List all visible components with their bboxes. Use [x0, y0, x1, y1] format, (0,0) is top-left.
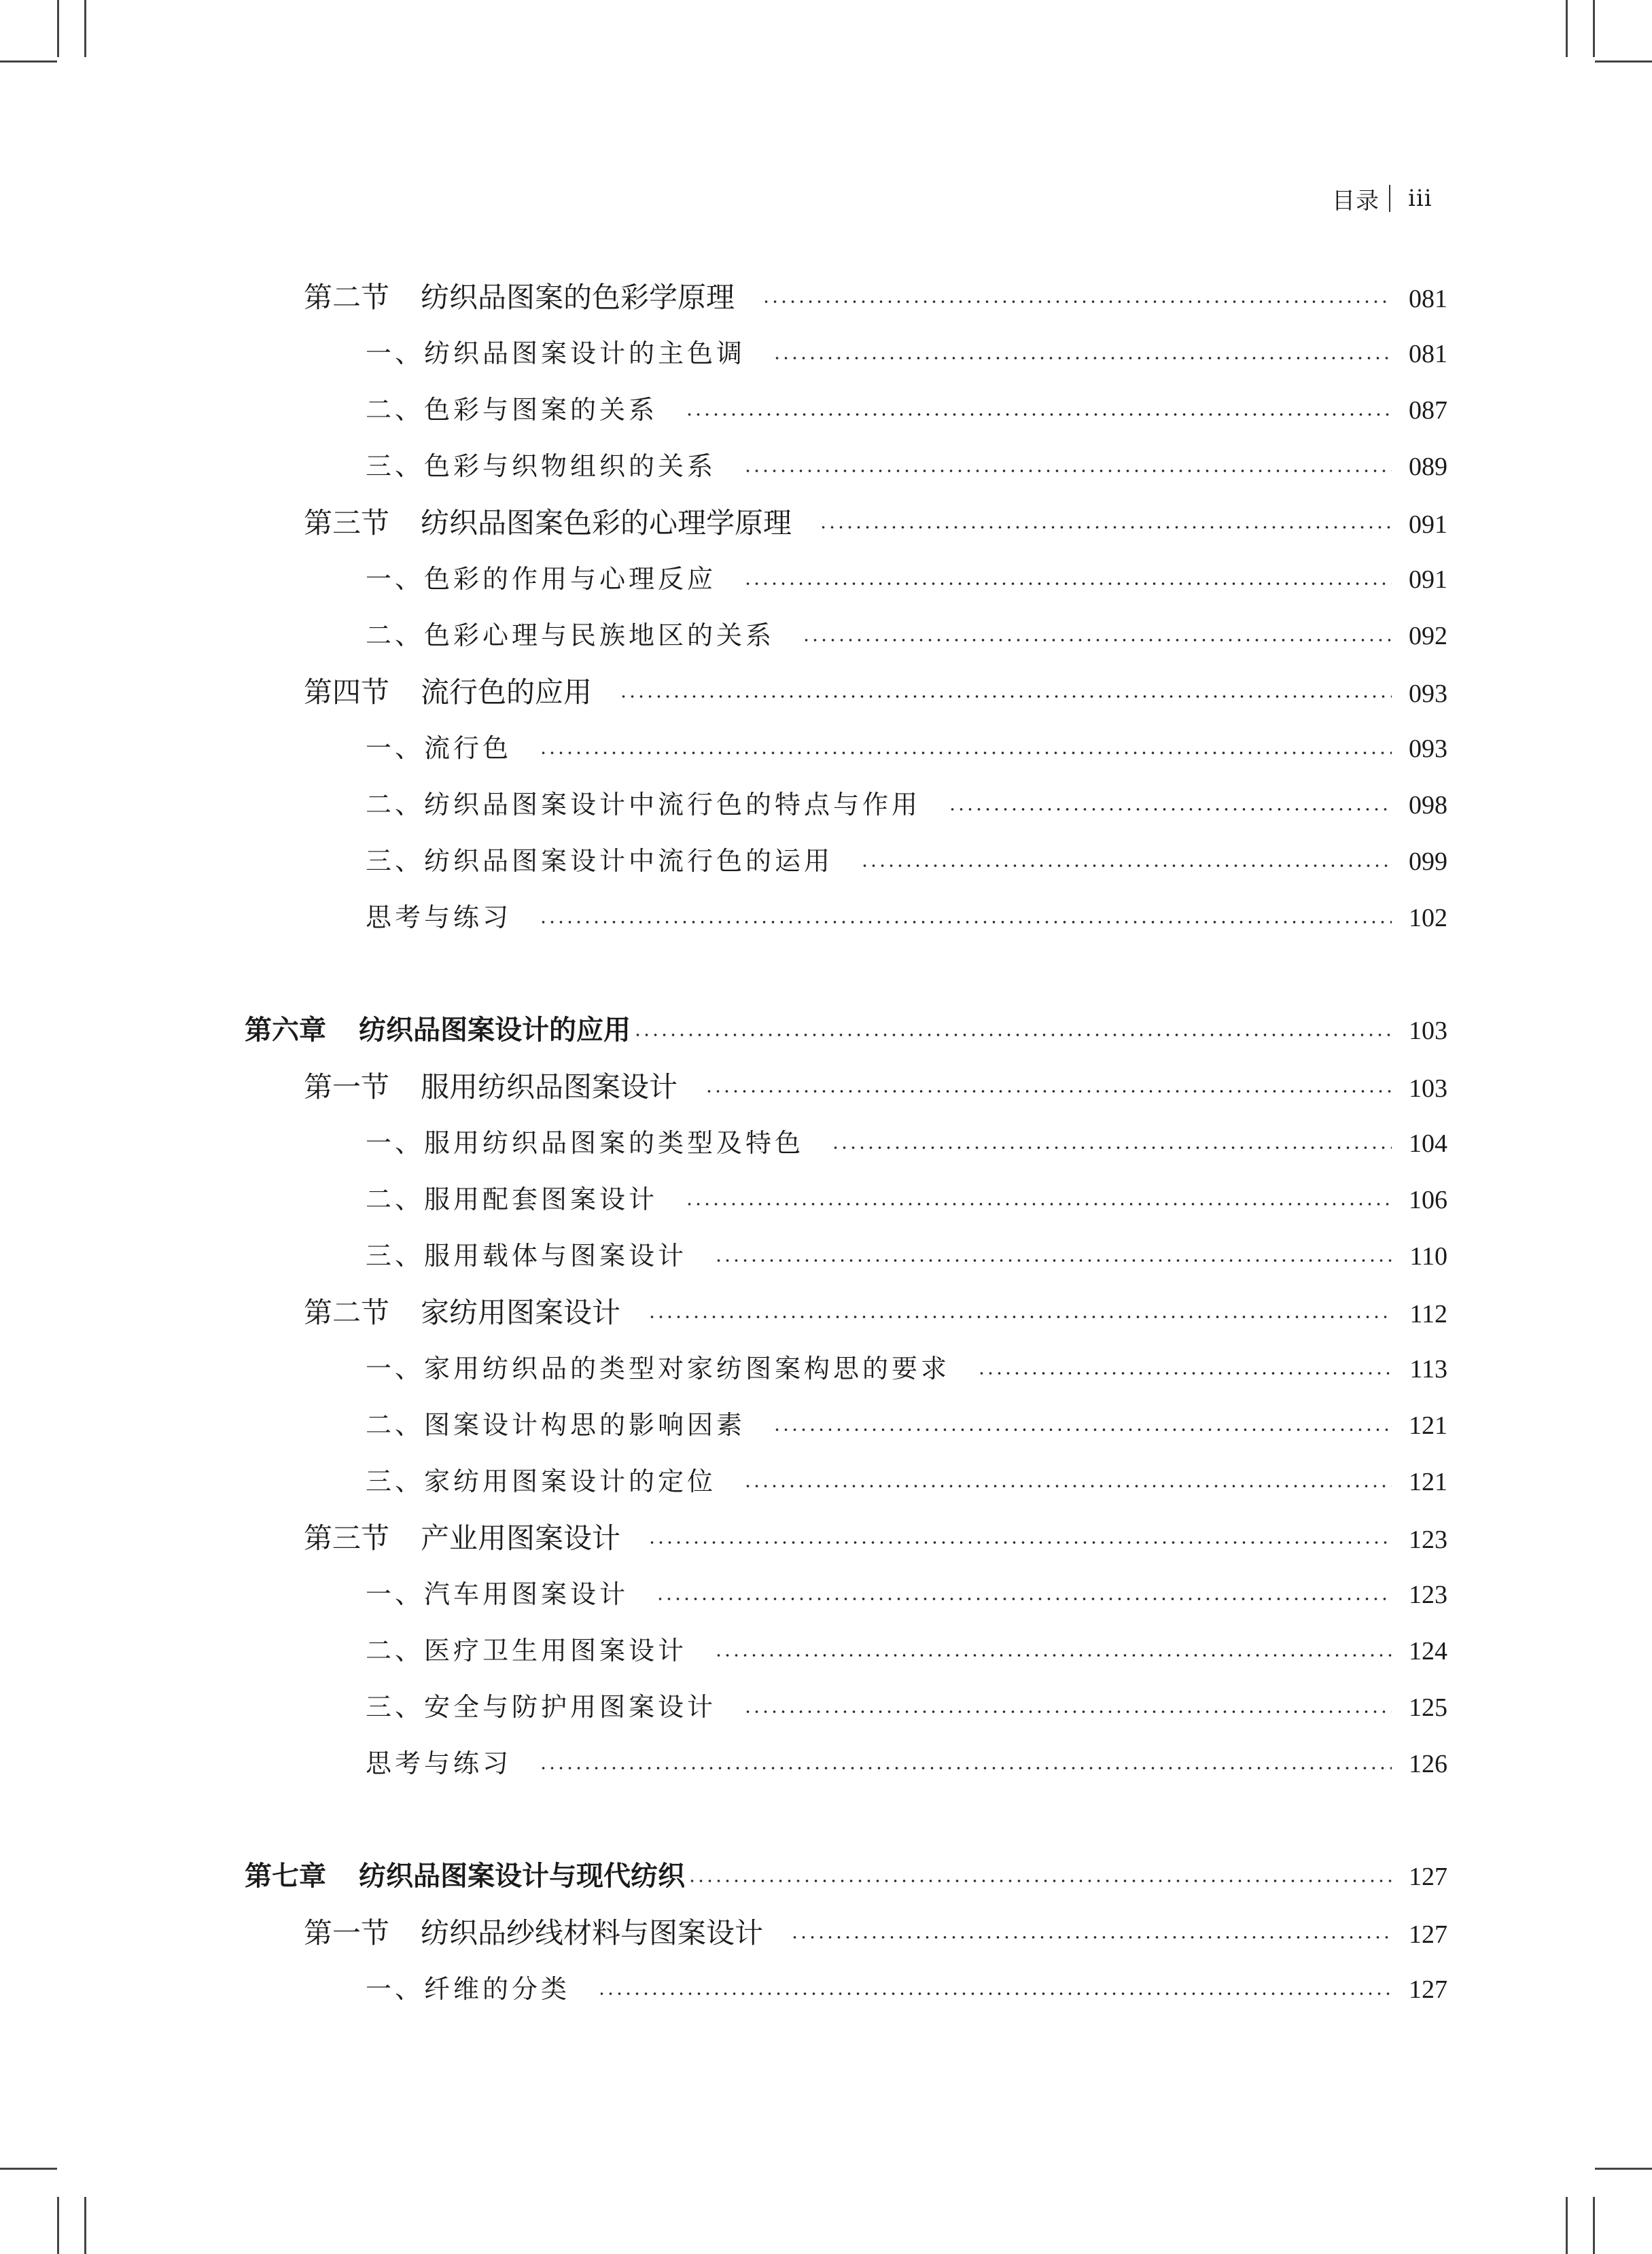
- toc-dot-leader: [762, 300, 1392, 303]
- toc-item-entry[interactable]: [245, 438, 1447, 495]
- toc-page-number: 127: [1409, 1863, 1447, 1891]
- toc-entry-label: [366, 1961, 570, 2018]
- toc-entry-number: 第六章: [245, 1015, 326, 1046]
- toc-item-entry[interactable]: [245, 1228, 1447, 1284]
- toc-entry-label: [366, 1172, 658, 1228]
- toc-chapter-entry[interactable]: [245, 1848, 1447, 1905]
- toc-dot-leader: [656, 1598, 1392, 1600]
- crop-mark-top-left-v1: [57, 0, 59, 57]
- toc-entry-number: 第一节: [304, 1916, 390, 1950]
- toc-entry-title: 思考与练习: [366, 902, 512, 932]
- toc-entry-label: [304, 1905, 763, 1961]
- toc-dot-leader: [685, 413, 1392, 416]
- toc-item-entry[interactable]: [245, 1679, 1447, 1736]
- toc-item-entry[interactable]: [245, 1566, 1447, 1623]
- toc-entry-label: [366, 1566, 629, 1623]
- toc-entry-title: 二、纺织品图案设计中流行色的特点与作用: [366, 790, 921, 820]
- toc-item-entry[interactable]: [245, 1397, 1447, 1454]
- toc-entry-label: [304, 1510, 620, 1566]
- toc-entry-title: 纺织品图案色彩的心理学原理: [421, 506, 792, 540]
- toc-dot-leader: [743, 1485, 1392, 1487]
- toc-entry-label: [304, 1284, 620, 1341]
- toc-entry-title: 服用纺织品图案设计: [421, 1070, 678, 1104]
- toc-dot-leader: [743, 1710, 1392, 1713]
- toc-page-number: 121: [1409, 1411, 1447, 1440]
- toc-page-number: 091: [1409, 510, 1447, 539]
- toc-item-entry[interactable]: [245, 1172, 1447, 1228]
- toc-entry-label: [304, 269, 735, 325]
- toc-entry-title: 三、服用载体与图案设计: [366, 1241, 688, 1271]
- toc-entry-title: 产业用图案设计: [421, 1521, 621, 1555]
- crop-mark-bottom-right-v1: [1593, 2197, 1595, 2254]
- toc-entry-title: 思考与练习: [366, 1748, 512, 1778]
- toc-entry-title: 流行色的应用: [421, 675, 593, 709]
- toc-dot-leader: [773, 357, 1392, 359]
- toc-section-entry[interactable]: [245, 269, 1447, 325]
- toc-item-entry[interactable]: [245, 1736, 1447, 1792]
- toc-entry-label: [245, 1002, 631, 1059]
- toc-section-entry[interactable]: [245, 1510, 1447, 1566]
- toc-entry-label: [366, 1679, 716, 1736]
- toc-page-number: 112: [1409, 1300, 1447, 1328]
- crop-mark-bottom-right-v2: [1566, 2197, 1568, 2254]
- toc-chapter-entry[interactable]: [245, 1002, 1447, 1059]
- toc-entry-number: 第七章: [245, 1861, 326, 1892]
- toc-entry-number: 第三节: [304, 1521, 390, 1555]
- toc-entry-title: 家纺用图案设计: [421, 1296, 621, 1329]
- toc-dot-leader: [790, 1936, 1392, 1939]
- toc-item-entry[interactable]: [245, 833, 1447, 890]
- toc-dot-leader: [714, 1654, 1392, 1657]
- toc-page-number: 089: [1409, 453, 1447, 481]
- toc-entry-label: [366, 1115, 804, 1172]
- toc-dot-leader: [688, 1880, 1392, 1882]
- running-head: [1332, 181, 1433, 216]
- toc-section-entry[interactable]: [245, 1905, 1447, 1961]
- toc-section-entry[interactable]: [245, 495, 1447, 551]
- toc-page-number: 127: [1409, 1975, 1447, 2004]
- toc-page-number: 081: [1409, 285, 1447, 313]
- toc-dot-leader: [539, 921, 1392, 923]
- toc-page-number: 093: [1409, 680, 1447, 708]
- toc-entry-title: 一、汽车用图案设计: [366, 1579, 629, 1609]
- toc-entry-number: 第二节: [304, 1296, 390, 1329]
- toc-page-number: 106: [1409, 1186, 1447, 1214]
- crop-mark-top-right-v2: [1566, 0, 1568, 57]
- toc-page-number: 127: [1409, 1920, 1447, 1949]
- toc-page-number: 098: [1409, 791, 1447, 820]
- crop-mark-bottom-right-h: [1595, 2168, 1652, 2170]
- toc-entry-label: [366, 325, 745, 382]
- toc-page-number: 124: [1409, 1637, 1447, 1666]
- toc-dot-leader: [743, 582, 1392, 585]
- toc-entry-title: 三、家纺用图案设计的定位: [366, 1466, 717, 1496]
- toc-item-entry[interactable]: [245, 607, 1447, 664]
- toc-dot-leader: [633, 1034, 1392, 1036]
- toc-page-number: 123: [1409, 1526, 1447, 1554]
- toc-page-number: 121: [1409, 1468, 1447, 1496]
- toc-entry-label: [366, 1228, 687, 1284]
- toc-dot-leader: [743, 470, 1392, 472]
- toc-dot-leader: [977, 1372, 1392, 1375]
- toc-entry-title: 二、色彩与图案的关系: [366, 395, 658, 425]
- crop-mark-top-right-h: [1595, 60, 1652, 63]
- toc-entry-title: 纺织品纱线材料与图案设计: [421, 1916, 764, 1950]
- toc-entry-label: [366, 890, 512, 946]
- toc-dot-leader: [539, 752, 1392, 754]
- crop-mark-bottom-left-v1: [57, 2197, 59, 2254]
- toc-page-number: 123: [1409, 1581, 1447, 1609]
- toc-entry-label: [366, 1623, 687, 1679]
- toc-gap: [245, 1792, 1447, 1848]
- toc-page-number: 126: [1409, 1750, 1447, 1778]
- toc-dot-leader: [648, 1541, 1392, 1544]
- toc-dot-leader: [597, 1992, 1392, 1995]
- crop-mark-top-right-v1: [1593, 0, 1595, 57]
- toc-dot-leader: [831, 1146, 1392, 1149]
- toc-dot-leader: [619, 695, 1392, 698]
- toc-item-entry[interactable]: [245, 777, 1447, 833]
- toc-entry-number: 第三节: [304, 506, 390, 540]
- running-head-page-number: iii: [1408, 185, 1433, 212]
- toc-entry-label: [366, 607, 775, 664]
- toc-item-entry[interactable]: [245, 382, 1447, 438]
- toc-gap: [245, 946, 1447, 1002]
- toc-page-number: 091: [1409, 565, 1447, 594]
- toc-entry-label: [366, 720, 512, 777]
- toc-entry-title: 三、色彩与织物组织的关系: [366, 451, 717, 481]
- toc-entry-title: 一、流行色: [366, 733, 512, 763]
- toc-entry-title: 一、纺织品图案设计的主色调: [366, 338, 746, 368]
- toc-page-number: 125: [1409, 1693, 1447, 1722]
- toc-page-number: 099: [1409, 847, 1447, 876]
- toc-page-number: 081: [1409, 340, 1447, 368]
- toc-entry-title: 二、色彩心理与民族地区的关系: [366, 620, 775, 650]
- toc-page-number: 102: [1409, 904, 1447, 932]
- toc-entry-title: 纺织品图案设计与现代纺织: [359, 1861, 685, 1892]
- toc-item-entry[interactable]: [245, 890, 1447, 946]
- toc-entry-label: [366, 438, 716, 495]
- toc-item-entry[interactable]: [245, 551, 1447, 607]
- toc-page-number: 113: [1409, 1355, 1447, 1384]
- toc-entry-label: [304, 664, 592, 720]
- toc-section-entry[interactable]: [245, 1059, 1447, 1115]
- toc-entry-title: 纺织品图案设计的应用: [359, 1015, 631, 1046]
- toc-dot-leader: [648, 1316, 1392, 1318]
- toc-entry-label: [304, 1059, 678, 1115]
- toc-entry-title: 纺织品图案的色彩学原理: [421, 281, 735, 314]
- toc-dot-leader: [860, 864, 1392, 867]
- toc-entry-title: 一、纤维的分类: [366, 1974, 571, 2004]
- toc-entry-label: [366, 1736, 512, 1792]
- toc-dot-leader: [714, 1259, 1392, 1262]
- running-head-label: 目录: [1332, 187, 1379, 215]
- toc-entry-label: [366, 833, 833, 890]
- toc-dot-leader: [685, 1203, 1392, 1205]
- toc-section-entry[interactable]: [245, 664, 1447, 720]
- crop-mark-top-left-h: [0, 60, 57, 63]
- crop-mark-top-left-v2: [84, 0, 86, 57]
- table-of-contents: [245, 269, 1447, 2018]
- toc-entry-title: 一、家用纺织品的类型对家纺图案构思的要求: [366, 1354, 951, 1384]
- toc-entry-label: [366, 1397, 745, 1454]
- toc-entry-number: 第一节: [304, 1070, 390, 1104]
- toc-dot-leader: [802, 639, 1392, 641]
- toc-dot-leader: [705, 1090, 1392, 1093]
- running-head-divider: [1389, 185, 1390, 212]
- toc-entry-title: 一、服用纺织品图案的类型及特色: [366, 1128, 805, 1158]
- toc-item-entry[interactable]: [245, 1454, 1447, 1510]
- toc-entry-title: 三、纺织品图案设计中流行色的运用: [366, 846, 834, 876]
- toc-entry-title: 一、色彩的作用与心理反应: [366, 564, 717, 594]
- toc-entry-title: 二、图案设计构思的影响因素: [366, 1410, 746, 1440]
- toc-entry-title: 二、医疗卫生用图案设计: [366, 1636, 688, 1666]
- toc-item-entry[interactable]: [245, 1961, 1447, 2018]
- toc-entry-title: 三、安全与防护用图案设计: [366, 1692, 717, 1722]
- toc-entry-label: [366, 1341, 950, 1397]
- toc-page-number: 103: [1409, 1017, 1447, 1045]
- toc-item-entry[interactable]: [245, 1623, 1447, 1679]
- toc-item-entry[interactable]: [245, 720, 1447, 777]
- toc-page-number: 103: [1409, 1074, 1447, 1103]
- toc-page-number: 087: [1409, 396, 1447, 425]
- toc-entry-label: [366, 382, 658, 438]
- crop-mark-bottom-left-v2: [84, 2197, 86, 2254]
- toc-page-number: 104: [1409, 1129, 1447, 1158]
- toc-dot-leader: [948, 808, 1392, 811]
- toc-page-number: 093: [1409, 735, 1447, 763]
- toc-entry-label: [366, 1454, 716, 1510]
- toc-section-entry[interactable]: [245, 1284, 1447, 1341]
- toc-dot-leader: [773, 1428, 1392, 1431]
- toc-entry-number: 第四节: [304, 675, 390, 709]
- toc-entry-title: 二、服用配套图案设计: [366, 1184, 658, 1214]
- toc-item-entry[interactable]: [245, 325, 1447, 382]
- toc-page-number: 092: [1409, 622, 1447, 650]
- toc-entry-label: [304, 495, 792, 551]
- toc-page-number: 110: [1409, 1242, 1447, 1271]
- crop-mark-bottom-left-h: [0, 2168, 57, 2170]
- toc-item-entry[interactable]: [245, 1341, 1447, 1397]
- toc-entry-label: [366, 777, 921, 833]
- toc-entry-label: [366, 551, 716, 607]
- toc-entry-number: 第二节: [304, 281, 390, 314]
- toc-entry-label: [245, 1848, 685, 1905]
- toc-item-entry[interactable]: [245, 1115, 1447, 1172]
- toc-dot-leader: [819, 526, 1392, 529]
- toc-dot-leader: [539, 1767, 1392, 1769]
